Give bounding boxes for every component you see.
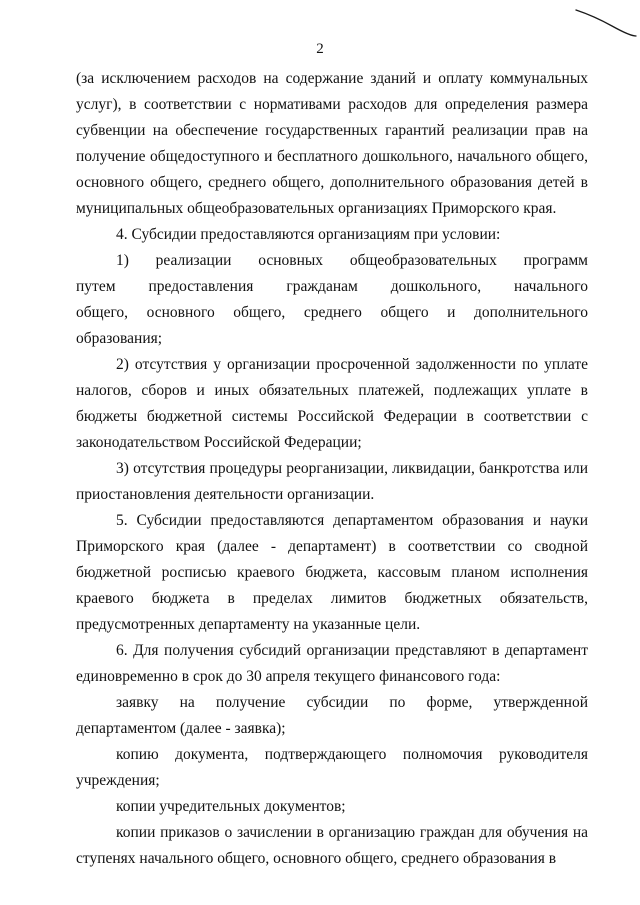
paragraph-continuation: (за исключением расходов на содержание зданий и оплату коммунальных услуг), в соответствии с нормативами расходов для определения размера субвенции на обеспечение государственных гарантий реализации прав на получение общедоступного и бесплатного дошкольного, начального общего, основного общего, среднего общего, дополнительного образования детей в муниципальных общеобразовательных организациях Приморского края.	[76, 70, 588, 217]
document-body	[76, 66, 588, 872]
paragraph-application: заявку на получение субсидии по форме, утвержденной департаментом (далее - заявка);	[76, 694, 588, 737]
pen-stroke-mark	[560, 0, 640, 40]
paragraph-authority-document: копию документа, подтверждающего полномочия руководителя учреждения;	[76, 746, 588, 789]
page-number: 2	[316, 41, 324, 57]
paragraph-condition-3: 3) отсутствия процедуры реорганизации, ликвидации, банкротства или приостановления деятельности организации.	[76, 460, 588, 503]
paragraph-enrollment-orders: копии приказов о зачислении в организацию граждан для обучения на ступенях начального общего, основного общего, среднего образования в	[76, 824, 588, 867]
paragraph-item-5: 5. Субсидии предоставляются департаментом образования и науки Приморского края (далее - департамент) в соответствии со сводной бюджетной росписью краевого бюджета, кассовым планом исполнения краевого бюджета в пределах лимитов бюджетных обязательств, предусмотренных департаменту на указанные цели.	[76, 512, 588, 633]
paragraph-founding-documents: копии учредительных документов;	[116, 798, 346, 815]
paragraph-item-6: 6. Для получения субсидий организации представляют в департамент единовременно в срок до 30 апреля текущего финансового года:	[76, 642, 588, 685]
paragraph-item-4: 4. Субсидии предоставляются организациям при условии:	[116, 226, 501, 243]
paragraph-condition-2: 2) отсутствия у организации просроченной задолженности по уплате налогов, сборов и иных обязательных платежей, подлежащих уплате в бюджеты бюджетной системы Российской Федерации в соответствии с законодательством Российской Федерации;	[76, 356, 588, 451]
paragraph-condition-1: 1) реализации основных общеобразовательных программ путем предоставления гражданам дошкольного, начального общего, основного общего, среднего общего и дополнительного образования;	[76, 252, 588, 347]
